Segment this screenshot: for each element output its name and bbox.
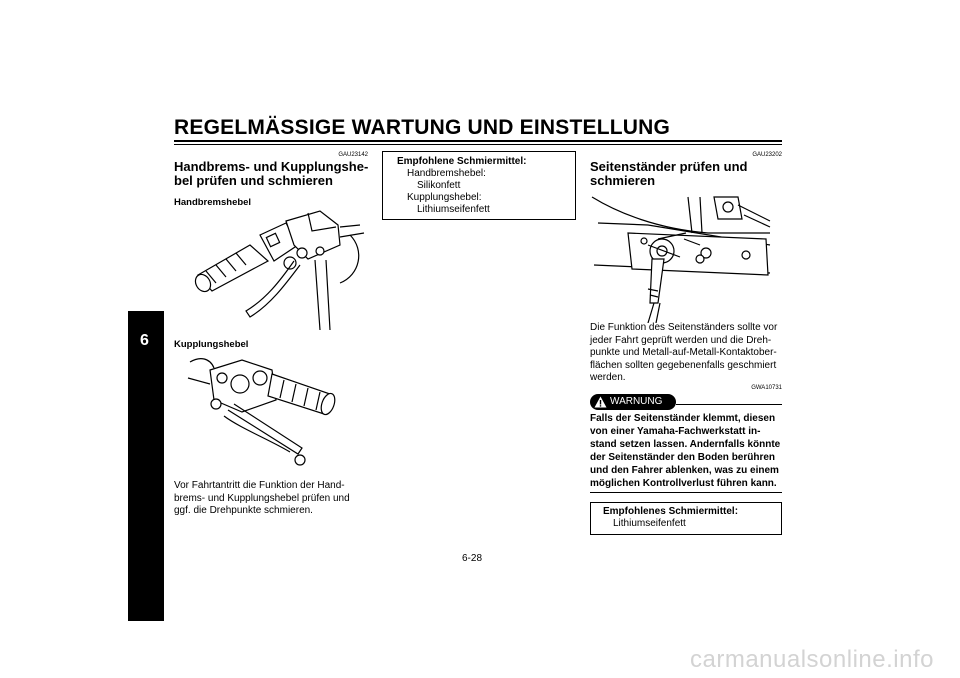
lubricant-item-label: Kupplungshebel: [407,192,482,203]
section-title-line: Seitenständer prüfen und [590,159,748,174]
section-code: GAU23142 [338,152,368,158]
warning-rule-bottom [590,492,782,493]
side-stand-illustration [588,193,782,323]
body-line: flächen sollten gegebenenfalls geschmiert [590,359,777,371]
lubricant-box [382,151,576,220]
section-title-line: schmieren [590,173,656,188]
section-code: GAU23202 [752,152,782,158]
warning-line: der Seitenständer den Boden berühren [590,452,776,463]
warning-rule-top [676,404,782,405]
section-title-line: bel prüfen und schmieren [174,173,333,188]
warning-line: und den Fahrer ablenken, was zu einem [590,465,779,476]
clutch-lever-illustration [180,348,360,473]
page-number: 6-28 [462,553,483,564]
page-header-title: REGELMÄSSIGE WARTUNG UND EINSTELLUNG [174,116,671,139]
lubricant-item-value: Lithiumseifenfett [417,204,490,215]
lubricant-item-label: Handbremshebel: [407,168,486,179]
warning-line: Falls der Seitenständer klemmt, diesen [590,413,776,424]
body-line: Die Funktion des Seitenständers sollte vor [590,322,778,333]
body-paragraph [174,480,374,518]
lubricant-item-value: Silikonfett [417,180,461,191]
watermark: carmanualsonline.info [690,646,934,673]
brake-lever-illustration [190,205,370,330]
body-line: jeder Fahrt geprüft werden und die Dreh- [590,334,772,346]
lubricant-box-title: Empfohlene Schmiermittel: [397,156,527,167]
body-line: Vor Fahrtantritt die Funktion der Hand- [174,480,345,491]
header-rule [174,140,782,142]
warning-label: WARNUNG [610,396,663,407]
warning-triangle-icon [594,396,607,408]
body-line: brems- und Kupplungshebel prüfen und [174,492,350,504]
section-title [174,160,374,188]
body-paragraph [590,322,785,385]
warning-line: von einer Yamaha-Fachwerkstatt in- [590,426,761,437]
warning-text [590,412,785,490]
section-title-line: Handbrems- und Kupplungshe- [174,159,369,174]
warning-line: stand setzen lassen. Andernfalls könnte [590,439,781,450]
header-rule-thin [174,144,782,145]
chapter-tab [128,311,164,621]
lubricant-box [590,502,782,535]
warning-badge [590,394,676,410]
figure-label-clutch: Kupplungshebel [174,339,249,350]
figure-label-brake: Handbremshebel [174,197,252,208]
body-line: ggf. die Drehpunkte schmieren. [174,505,313,516]
lubricant-box-title: Empfohlenes Schmiermittel: [603,506,739,517]
body-line: punkte und Metall-auf-Metall-Kontaktober- [590,347,777,358]
lubricant-item-value: Lithiumseifenfett [613,518,686,529]
warning-code: GWA10731 [751,385,782,391]
warning-line: möglichen Kontrollverlust führen kann. [590,478,777,489]
chapter-number: 6 [140,332,149,349]
section-title [590,160,780,188]
body-line: werden. [590,372,626,383]
